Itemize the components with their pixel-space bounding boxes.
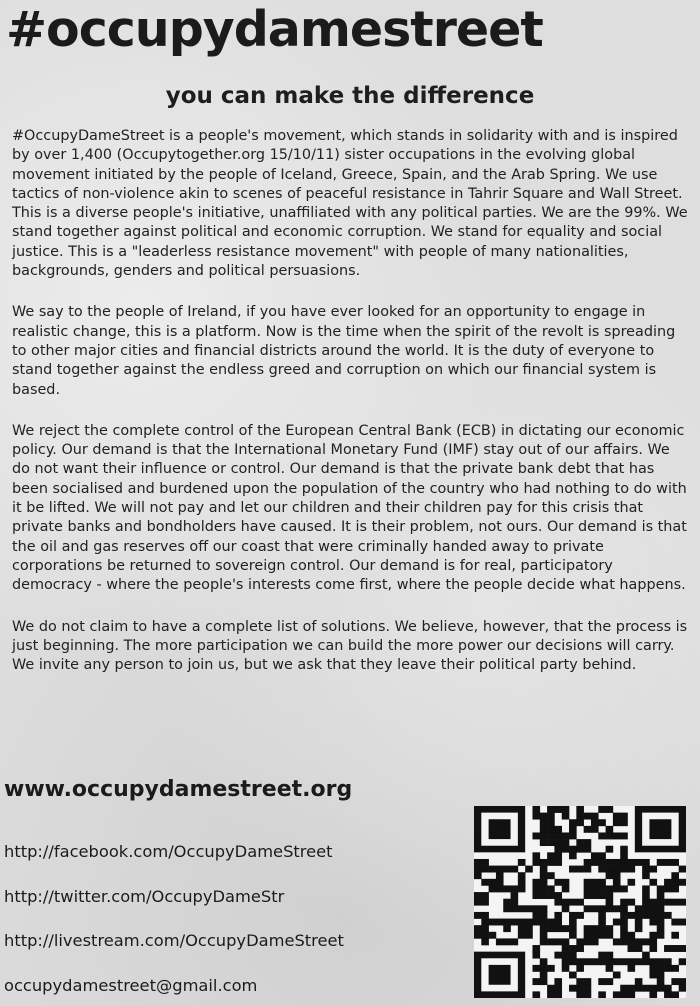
email-link[interactable]: occupydamestreet@gmail.com: [4, 976, 258, 995]
qr-code-icon: [474, 806, 686, 998]
page-title: #occupydamestreet: [6, 1, 543, 58]
paragraph-solutions: We do not claim to have a complete list of solutions. We believe, however, that the process is just beginning. The more participation we can build the more power our decisions will carry. We invite any person to join us, but we ask that they leave their political party behind.: [12, 618, 688, 674]
website-link[interactable]: www.occupydamestreet.org: [4, 777, 353, 802]
facebook-link[interactable]: http://facebook.com/OccupyDameStreet: [4, 842, 333, 861]
body-text: [12, 127, 688, 697]
page-subtitle: you can make the difference: [165, 83, 535, 109]
paragraph-intro: #OccupyDameStreet is a people's movement, which stands in solidarity with and is inspired by over 1,400 (Occupytogether.org 15/10/11) sister occupations in the evolving global movement initiated by the people of Iceland, Greece, Spain, and the Arab Spring. We use tactics of non-violence akin to scenes of peaceful resistance in Tahrir Square and Wall Street. This is a diverse people's initiative, unaffiliated with any political parties. We are the 99%. We stand together against political and economic corruption. We stand for equality and social justice. This is a "leaderless resistance movement" with people of many nationalities, backgrounds, genders and political persuasions.: [12, 128, 688, 280]
qr-code-graphic: [474, 806, 686, 998]
livestream-link[interactable]: http://livestream.com/OccupyDameStreet: [4, 931, 344, 950]
twitter-link[interactable]: http://twitter.com/OccupyDameStr: [4, 887, 285, 906]
paragraph-ireland: We say to the people of Ireland, if you have ever looked for an opportunity to engage in realistic change, this is a platform. Now is the time when the spirit of the revolt is spreading to other major cities and financial districts around the world. It is the duty of everyone to stand together against the endless greed and corruption on which our financial system is based.: [12, 304, 676, 398]
paragraph-demands: We reject the complete control of the European Central Bank (ECB) in dictating our economic policy. Our demand is that the International Monetary Fund (IMF) stay out of our affairs. We do not want their influence or control. Our demand is that the private bank debt that has been socialised and burdened upon the population of the country who had nothing to do with it be lifted. We will not pay and let our children and their children pay for this crisis that private banks and bondholders have caused. It is their problem, not ours. Our demand is that the oil and gas reserves off our coast that were criminally handed away to private corporations be returned to sovereign control. Our demand is for real, participatory democracy - where the people's interests come first, where the people decide what happens.: [12, 422, 687, 594]
